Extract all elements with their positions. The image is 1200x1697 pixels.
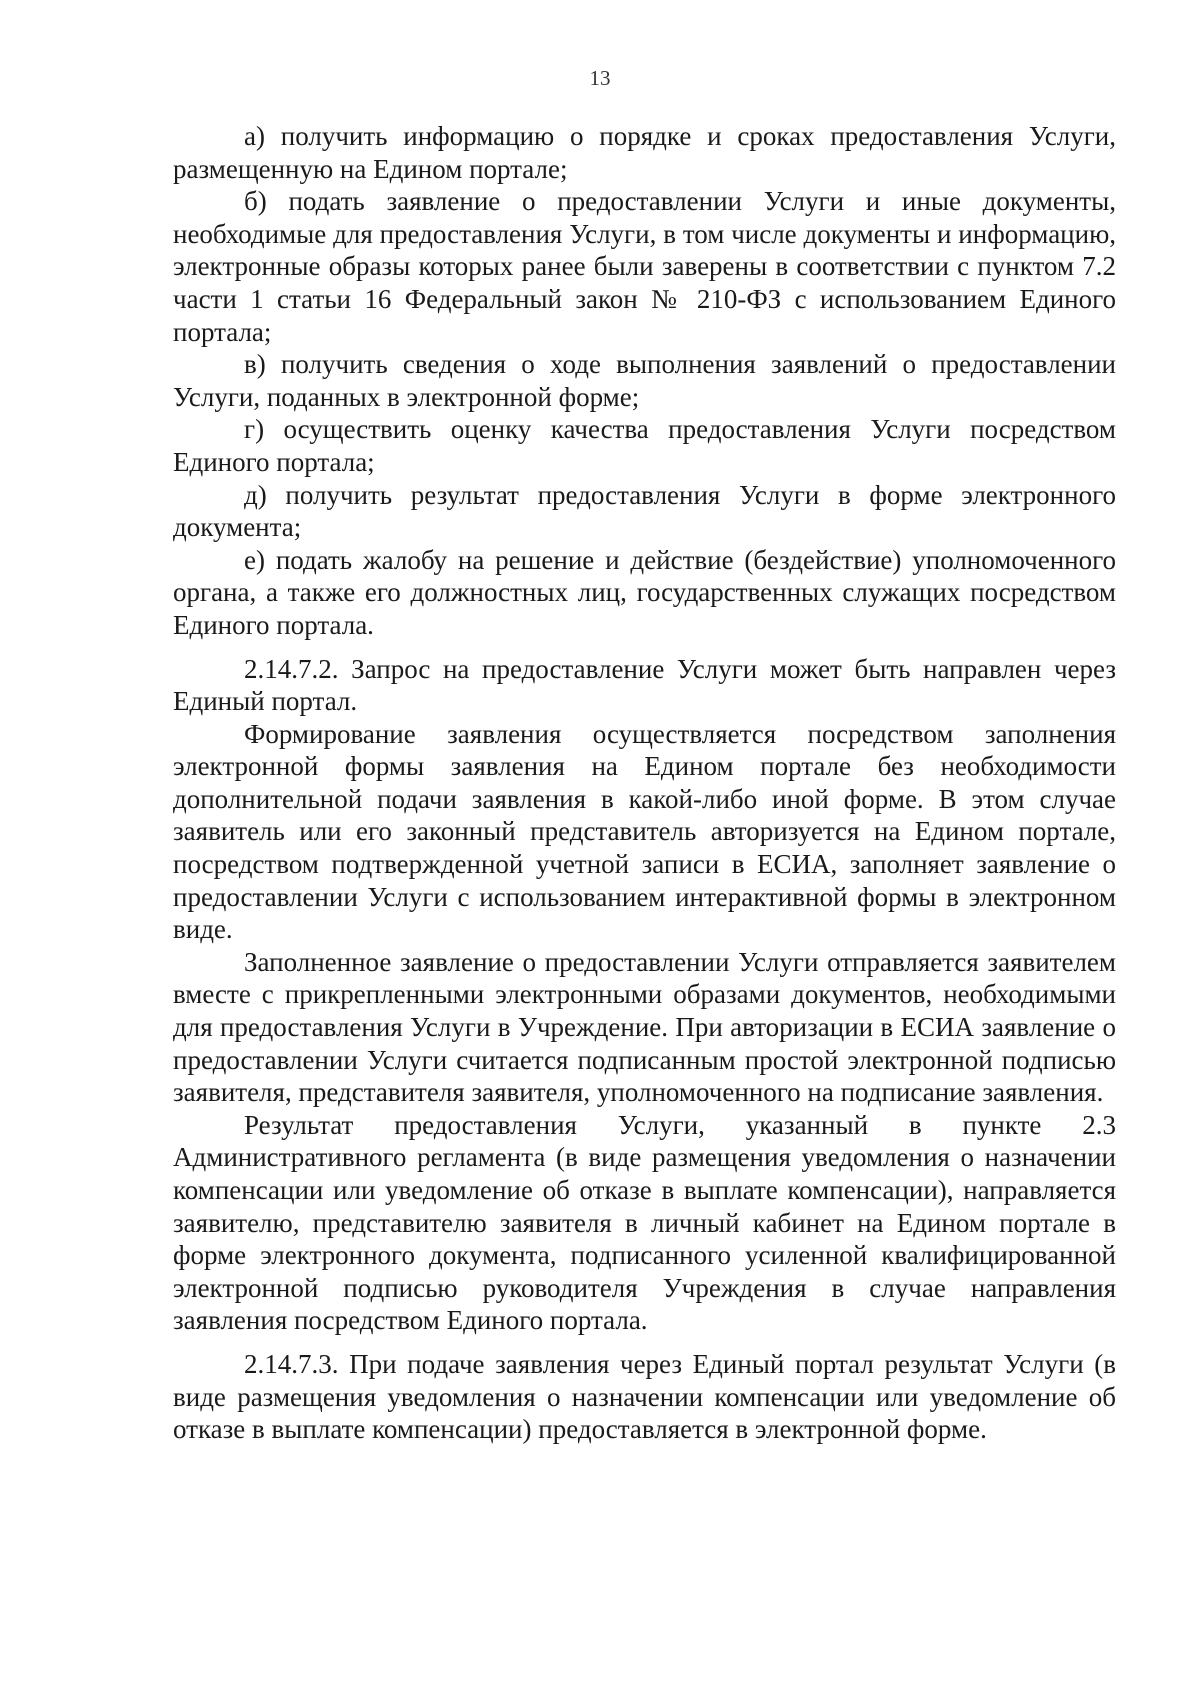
paragraph-item-g: г) осуществить оценку качества предоставления Услуги посредством Единого портала;: [173, 414, 1116, 477]
paragraph-item-b: б) подать заявление о предоставлении Услуги и иные документы, необходимые для предоставления Услуги, в том числе документы и информацию, электронные образы которых ранее были заверены в соответствии с пунктом 7.2 части 1 статьи 16 Федеральный закон № 210-ФЗ с использованием Единого портала;: [173, 186, 1116, 347]
paragraph-forming-application: Формирование заявления осуществляется посредством заполнения электронной формы заявления на Едином портале без необходимости дополнительной подачи заявления в какой-либо иной форме. В этом случае заявитель или его законный представитель авторизуется на Едином портале, посредством подтвержденной учетной записи в ЕСИА, заполняет заявление о предоставлении Услуги с использованием интерактивной формы в электронном виде.: [173, 718, 1116, 945]
paragraph-service-result: Результат предоставления Услуги, указанный в пункте 2.3 Административного регламента (в виде размещения уведомления о назначении компенсации или уведомление об отказе в выплате компенсации), направляется заявителю, представителю заявителя в личный кабинет на Едином портале в форме электронного документа, подписанного усиленной квалифицированной электронной подписью руководителя Учреждения в случае направления заявления посредством Единого портала.: [173, 1109, 1116, 1336]
paragraph-completed-application: Заполненное заявление о предоставлении Услуги отправляется заявителем вместе с прикрепленными электронными образами документов, необходимыми для предоставления Услуги в Учреждение. При авторизации в ЕСИА заявление о предоставлении Услуги считается подписанным простой электронной подписью заявителя, представителя заявителя, уполномоченного на подписание заявления.: [173, 946, 1116, 1108]
paragraph-section-2-14-7-2: 2.14.7.2. Запрос на предоставление Услуги может быть направлен через Единый портал.: [173, 653, 1116, 717]
document-body: [173, 120, 1116, 1446]
paragraph-item-e: е) подать жалобу на решение и действие (бездействие) уполномоченного органа, а также его должностных лиц, государственных служащих посредством Единого портала.: [173, 544, 1116, 640]
page-number: 13: [589, 66, 611, 90]
paragraph-item-v: в) получить сведения о ходе выполнения заявлений о предоставлении Услуги, поданных в электронной форме;: [173, 349, 1116, 412]
paragraph-section-2-14-7-3: 2.14.7.3. При подаче заявления через Единый портал результат Услуги (в виде размещения уведомления о назначении компенсации или уведомление об отказе в выплате компенсации) предоставляется в электронной форме.: [173, 1348, 1116, 1445]
paragraph-item-a: а) получить информацию о порядке и сроках предоставления Услуги, размещенную на Едином портале;: [173, 121, 1116, 184]
paragraph-item-d: д) получить результат предоставления Услуги в форме электронного документа;: [173, 479, 1116, 543]
